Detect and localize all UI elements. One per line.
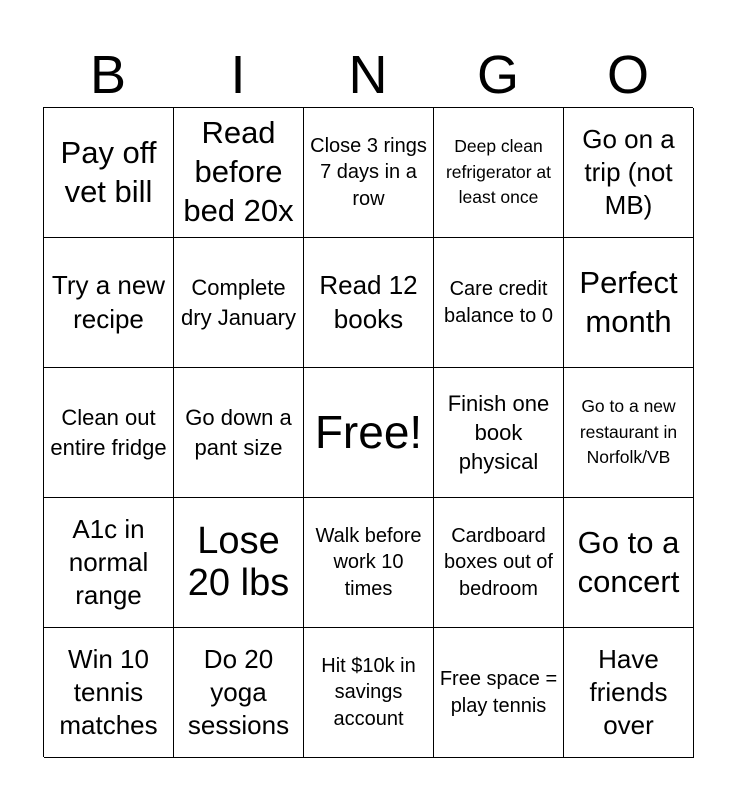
bingo-cell[interactable]	[434, 368, 564, 498]
cell-text: Cardboard boxes out of bedroom	[444, 524, 553, 600]
bingo-cell[interactable]	[44, 108, 174, 238]
bingo-cell[interactable]	[434, 498, 564, 628]
cell-text: Read 12 books	[319, 270, 418, 334]
bingo-cell[interactable]	[174, 368, 304, 498]
bingo-header	[43, 44, 693, 106]
bingo-cell[interactable]	[174, 628, 304, 758]
bingo-cell[interactable]	[44, 368, 174, 498]
free-space-cell[interactable]	[304, 368, 434, 498]
cell-text: Read before bed 20x	[183, 115, 294, 228]
header-letter-g: G	[476, 45, 519, 105]
bingo-cell[interactable]	[304, 238, 434, 368]
bingo-cell[interactable]	[174, 238, 304, 368]
bingo-cell[interactable]	[44, 238, 174, 368]
cell-text: Go to a new restaurant in Norfolk/VB	[579, 396, 678, 468]
header-letter-n: N	[348, 45, 388, 105]
cell-text: Have friends over	[589, 643, 668, 740]
bingo-cell[interactable]	[564, 368, 694, 498]
header-letter-o: O	[606, 45, 649, 105]
bingo-cell[interactable]	[304, 628, 434, 758]
cell-text: Complete dry January	[181, 275, 296, 330]
cell-text: Win 10 tennis matches	[59, 643, 158, 740]
cell-text: Perfect month	[579, 264, 678, 339]
cell-text: Free!	[314, 406, 423, 459]
bingo-cell[interactable]	[564, 238, 694, 368]
bingo-cell[interactable]	[44, 498, 174, 628]
cell-text: A1c in normal range	[68, 513, 149, 610]
cell-text: Lose 20 lbs	[187, 519, 290, 604]
cell-text: Go down a pant size	[185, 405, 292, 460]
bingo-cell[interactable]	[304, 498, 434, 628]
header-letter-i: I	[230, 45, 246, 105]
bingo-cell[interactable]	[564, 628, 694, 758]
cell-text: Go to a concert	[577, 524, 680, 599]
bingo-cell[interactable]	[304, 108, 434, 238]
bingo-cell[interactable]	[44, 628, 174, 758]
cell-text: Free space = play tennis	[439, 668, 558, 717]
cell-text: Care credit balance to 0	[444, 278, 553, 327]
cell-text: Walk before work 10 times	[315, 524, 422, 600]
cell-text: Close 3 rings 7 days in a row	[310, 134, 427, 210]
cell-text: Go on a trip (not MB)	[582, 123, 675, 220]
cell-text: Try a new recipe	[51, 270, 166, 334]
bingo-cell[interactable]	[434, 628, 564, 758]
bingo-cell[interactable]	[434, 108, 564, 238]
cell-text: Deep clean refrigerator at least once	[445, 136, 552, 208]
cell-text: Do 20 yoga sessions	[187, 643, 290, 740]
header-letter-b: B	[89, 45, 127, 105]
cell-text: Finish one book physical	[447, 390, 550, 475]
bingo-cell[interactable]	[564, 498, 694, 628]
cell-text: Clean out entire fridge	[50, 405, 167, 460]
bingo-cell[interactable]	[564, 108, 694, 238]
bingo-cell[interactable]	[434, 238, 564, 368]
bingo-board	[43, 107, 693, 757]
bingo-cell[interactable]	[174, 108, 304, 238]
bingo-cell[interactable]	[174, 498, 304, 628]
cell-text: Hit $10k in savings account	[321, 654, 416, 730]
cell-text: Pay off vet bill	[60, 134, 157, 209]
